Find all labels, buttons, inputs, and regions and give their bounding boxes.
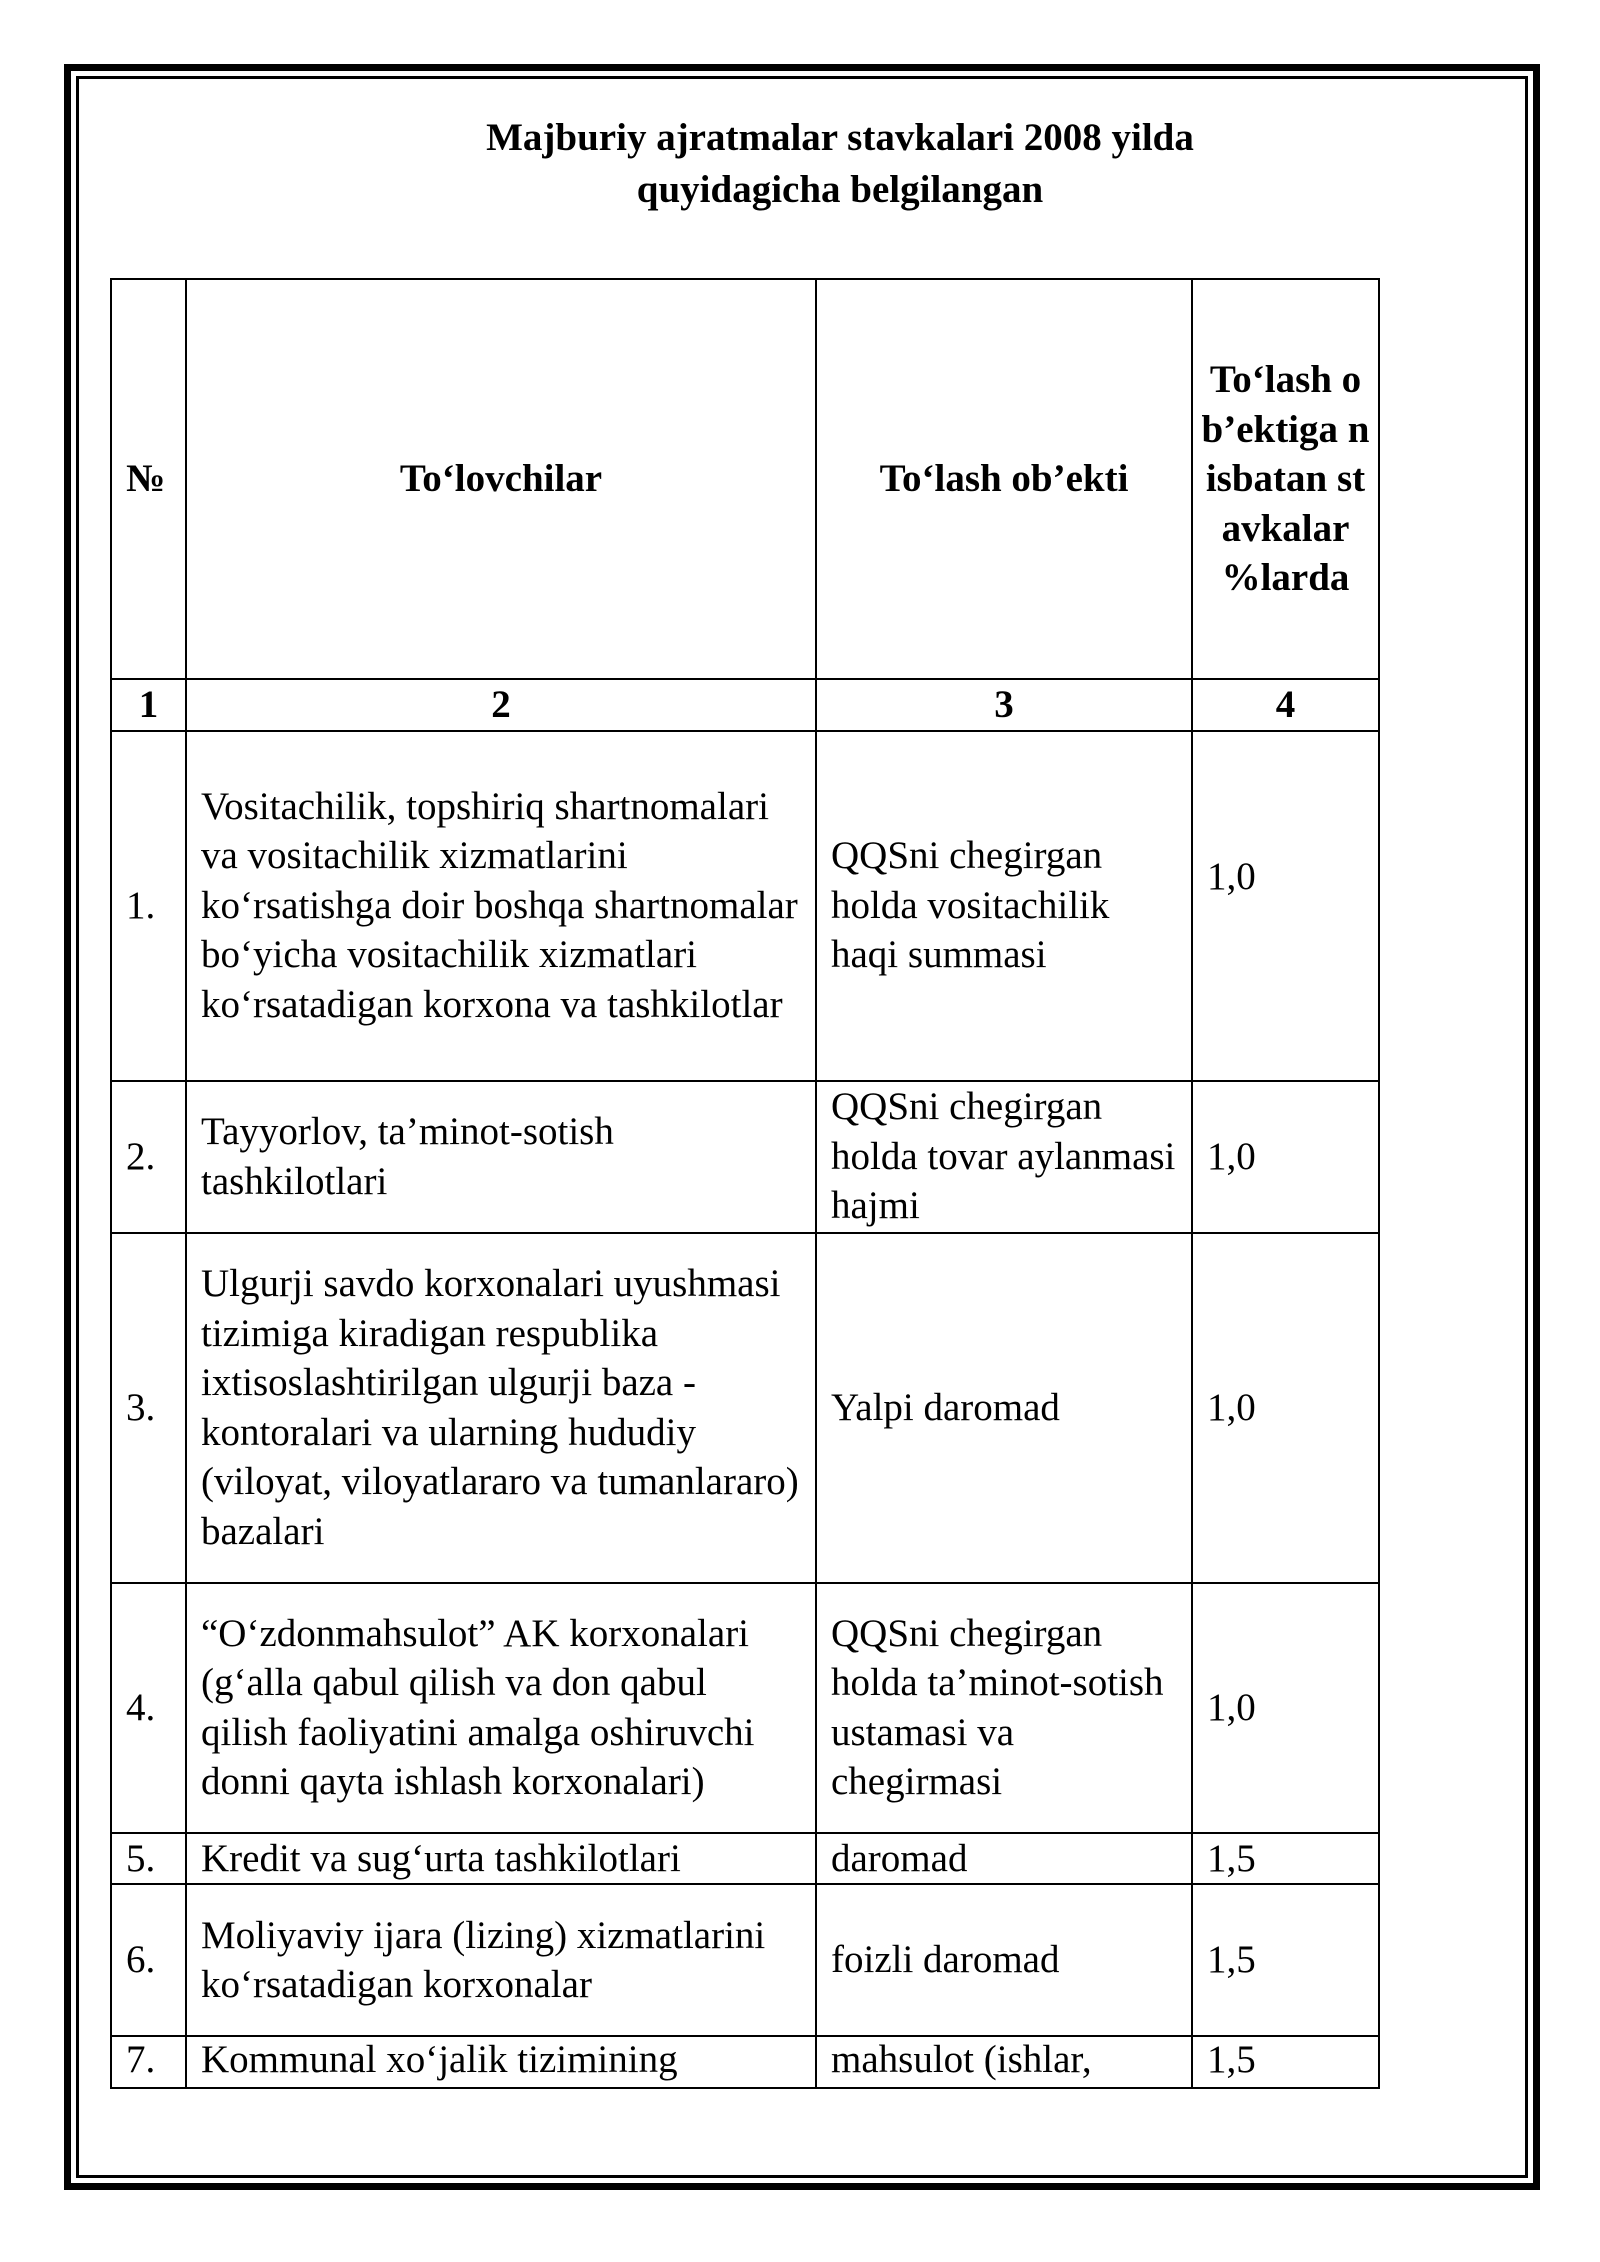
row-object: Yalpi daromad (816, 1233, 1192, 1583)
row-payer: Moliyaviy ijara (lizing) xizmatlarini ko‘rsatadigan korxonalar (186, 1884, 816, 2036)
row-payer: Kredit va sug‘urta tashkilotlari (186, 1833, 816, 1885)
row-object: mahsulot (ishlar, (816, 2036, 1192, 2088)
row-payer: “O‘zdonmahsulot” AK korxonalari (g‘alla qabul qilish va don qabul qilish faoliyatini amalga oshiruvchi donni qayta ishlash korxonalari) (186, 1583, 816, 1833)
row-object: QQSni chegirgan holda ta’minot-sotish ustamasi va chegirmasi (816, 1583, 1192, 1833)
document-title (260, 112, 1420, 216)
row-number: 2. (111, 1081, 186, 1233)
row-number: 5. (111, 1833, 186, 1885)
row-number: 4. (111, 1583, 186, 1833)
column-number: 2 (186, 679, 816, 731)
column-number: 1 (111, 679, 186, 731)
row-rate: 1,0 (1192, 1081, 1379, 1233)
column-number: 4 (1192, 679, 1379, 731)
title-line-1: Majburiy ajratmalar stavkalari 2008 yilda (486, 116, 1194, 159)
row-number: 1. (111, 731, 186, 1081)
row-payer: Kommunal xo‘jalik tizimining (186, 2036, 816, 2088)
row-number: 3. (111, 1233, 186, 1583)
header-payers: To‘lovchilar (186, 279, 816, 679)
table-row (111, 1081, 1379, 1233)
row-object: foizli daromad (816, 1884, 1192, 2036)
row-rate: 1,5 (1192, 1833, 1379, 1885)
column-number: 3 (816, 679, 1192, 731)
table-row (111, 1884, 1379, 2036)
row-number: 6. (111, 1884, 186, 2036)
row-rate: 1,0 (1192, 731, 1379, 1081)
row-rate: 1,0 (1192, 1583, 1379, 1833)
table-row (111, 1833, 1379, 1885)
row-rate: 1,5 (1192, 2036, 1379, 2088)
row-payer: Ulgurji savdo korxonalari uyushmasi tizimiga kiradigan respublika ixtisoslashtirilgan ulgurji baza - kontoralari va ularning hududiy (viloyat, viloyatlararo va tumanlararo) bazalari (186, 1233, 816, 1583)
title-line-2: quyidagicha belgilangan (636, 168, 1044, 211)
table-row (111, 731, 1379, 1081)
table-row (111, 1583, 1379, 1833)
row-object: daromad (816, 1833, 1192, 1885)
row-payer: Tayyorlov, ta’minot-sotish tashkilotlari (186, 1081, 816, 1233)
row-object: QQSni chegirgan holda vositachilik haqi summasi (816, 731, 1192, 1081)
rates-table (110, 278, 1380, 2089)
table-header-row (111, 279, 1379, 679)
table-row (111, 2036, 1379, 2088)
row-number: 7. (111, 2036, 186, 2088)
column-number-row (111, 679, 1379, 731)
header-rate: To‘lash ob’ektiga nisbatan stavkalar %larda (1192, 279, 1379, 679)
row-rate: 1,5 (1192, 1884, 1379, 2036)
header-number: № (111, 279, 186, 679)
table-row (111, 1233, 1379, 1583)
row-object: QQSni chegirgan holda tovar aylanmasi hajmi (816, 1081, 1192, 1233)
header-object: To‘lash ob’ekti (816, 279, 1192, 679)
row-rate: 1,0 (1192, 1233, 1379, 1583)
row-payer: Vositachilik, topshiriq shartnomalari va vositachilik xizmatlarini ko‘rsatishga doir boshqa shartnomalar bo‘yicha vositachilik xizmatlari ko‘rsatadigan korxona va tashkilotlar (186, 731, 816, 1081)
